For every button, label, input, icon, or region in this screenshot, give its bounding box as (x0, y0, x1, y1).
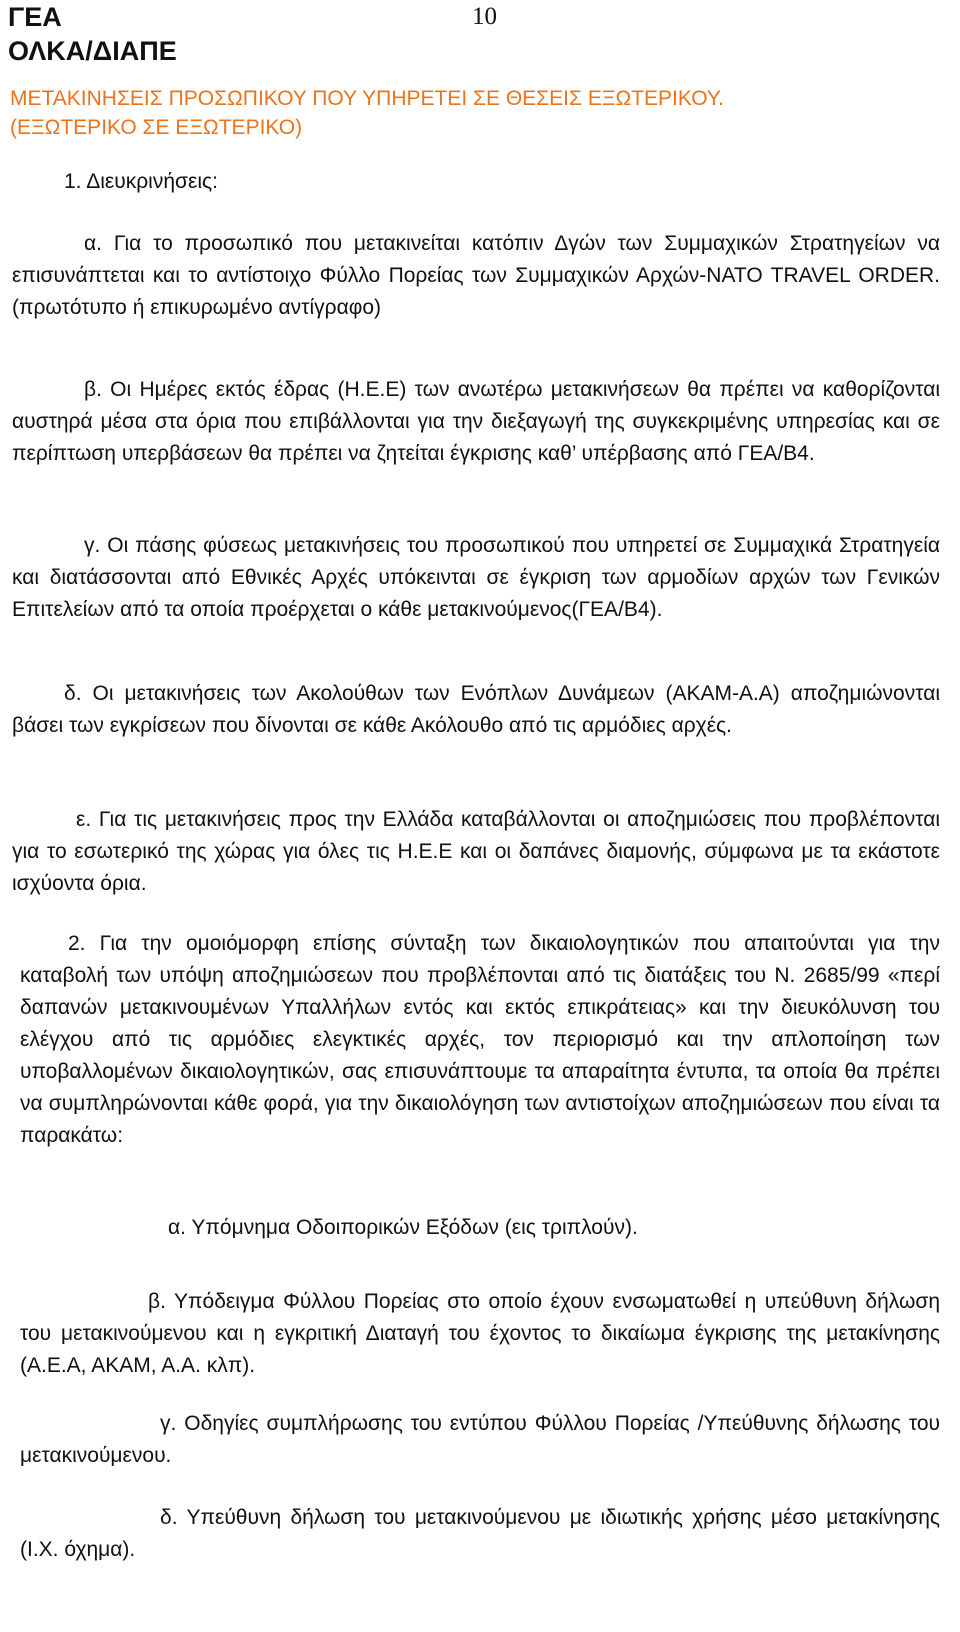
section-1-item-b: β. Οι Ημέρες εκτός έδρας (Η.Ε.Ε) των ανωτέρω μετακινήσεων θα πρέπει να καθορίζονται αυστηρά μέσα στα όρια που επιβάλλονται για την διεξαγωγή της συγκεκριμένης υπηρεσίας και σε περίπτωση υπερβάσεων θα πρέπει να ζητείται έγκρισης καθ’ υπέρβασης από ΓΕΑ/Β4. (12, 378, 940, 465)
section-2-intro: 2. Για την ομοιόμορφη επίσης σύνταξη των δικαιολογητικών που απαιτούνται για την καταβολή των υπόψη αποζημιώσεων που προβλέπονται από τις διατάξεις του Ν. 2685/99 «περί δαπανών μετακινουμένων Υπαλλήλων εντός και εκτός επικράτειας» και την διευκόλυνση του ελέγχου από τις αρμόδιες ελεγκτικές αρχές, τον περιορισμό και την απλοποίηση των υποβαλλομένων δικαιολογητικών, σας επισυνάπτουμε τα απαραίτητα έντυπα, τα οποία θα πρέπει να συμπληρώνονται κάθε φορά, για την δικαιολόγηση των αντιστοίχων αποζημιώσεων που είναι τα παρακάτω: (20, 932, 940, 1147)
title-line-1: ΜΕΤΑΚΙΝΗΣΕΙΣ ΠΡΟΣΩΠΙΚΟΥ ΠΟΥ ΥΠΗΡΕΤΕΙ ΣΕ ΘΕΣΕΙΣ ΕΞΩΤΕΡΙΚΟΥ. (10, 87, 725, 110)
section-2-item-d: δ. Υπεύθυνη δήλωση του μετακινούμενου με ιδιωτικής χρήσης μέσο μετακίνησης (Ι.Χ. όχημα). (20, 1506, 940, 1561)
section-1-item-e: ε. Για τις μετακινήσεις προς την Ελλάδα καταβάλλονται οι αποζημιώσεις που προβλέπονται για το εσωτερικό της χώρας για όλες τις Η.Ε.Ε και οι δαπάνες διαμονής, σύμφωνα με τα εκάστοτε ισχύοντα όρια. (12, 808, 940, 895)
section-2-item-b: β. Υπόδειγμα Φύλλου Πορείας στο οποίο έχουν ενσωματωθεί η υπεύθυνη δήλωση του μετακινούμενου και η εγκριτική Διαταγή του έχοντος το δικαίωμα έγκρισης της μετακίνησης (Α.Ε.Α, ΑΚΑΜ, Α.Α. κλπ). (20, 1290, 940, 1377)
section-2-item-a: α. Υπόμνημα Οδοιπορικών Εξόδων (εις τριπλούν). (168, 1216, 638, 1239)
section-1-item-d: δ. Οι μετακινήσεις των Ακολούθων των Ενόπλων Δυνάμεων (ΑΚΑΜ-Α.Α) αποζημιώνονται βάσει των εγκρίσεων που δίνονται σε κάθε Ακόλουθο από τις αρμόδιες αρχές. (12, 682, 940, 737)
document-title (10, 84, 940, 142)
header-department: ΟΛΚΑ/ΔΙΑΠΕ (8, 36, 177, 66)
section-1-item-c: γ. Οι πάσης φύσεως μετακινήσεις του προσωπικού που υπηρετεί σε Συμμαχικά Στρατηγεία και διατάσσονται από Εθνικές Αρχές υπόκεινται σε έγκριση των αρμοδίων αρχών των Γενικών Επιτελείων από τα οποία προέρχεται ο κάθε μετακινούμενος(ΓΕΑ/Β4). (12, 534, 940, 621)
header-block (8, 0, 177, 68)
page-number: 10 (472, 3, 497, 30)
section-1-item-a: α. Για το προσωπικό που μετακινείται κατόπιν Δγών των Συμμαχικών Στρατηγείων να επισυνάπτεται και το αντίστοιχο Φύλλο Πορείας των Συμμαχικών Αρχών-NATO TRAVEL ORDER.(πρωτότυπο ή επικυρωμένο αντίγραφο) (12, 232, 940, 319)
section-2-item-c: γ. Οδηγίες συμπλήρωσης του εντύπου Φύλλου Πορείας /Υπεύθυνης δήλωσης του μετακινούμενου. (20, 1412, 940, 1467)
header-org: ΓΕΑ (8, 2, 62, 32)
title-line-2: (ΕΞΩΤΕΡΙΚΟ ΣΕ ΕΞΩΤΕΡΙΚΟ) (10, 116, 303, 139)
section-1-heading: 1. Διευκρινήσεις: (64, 170, 218, 193)
